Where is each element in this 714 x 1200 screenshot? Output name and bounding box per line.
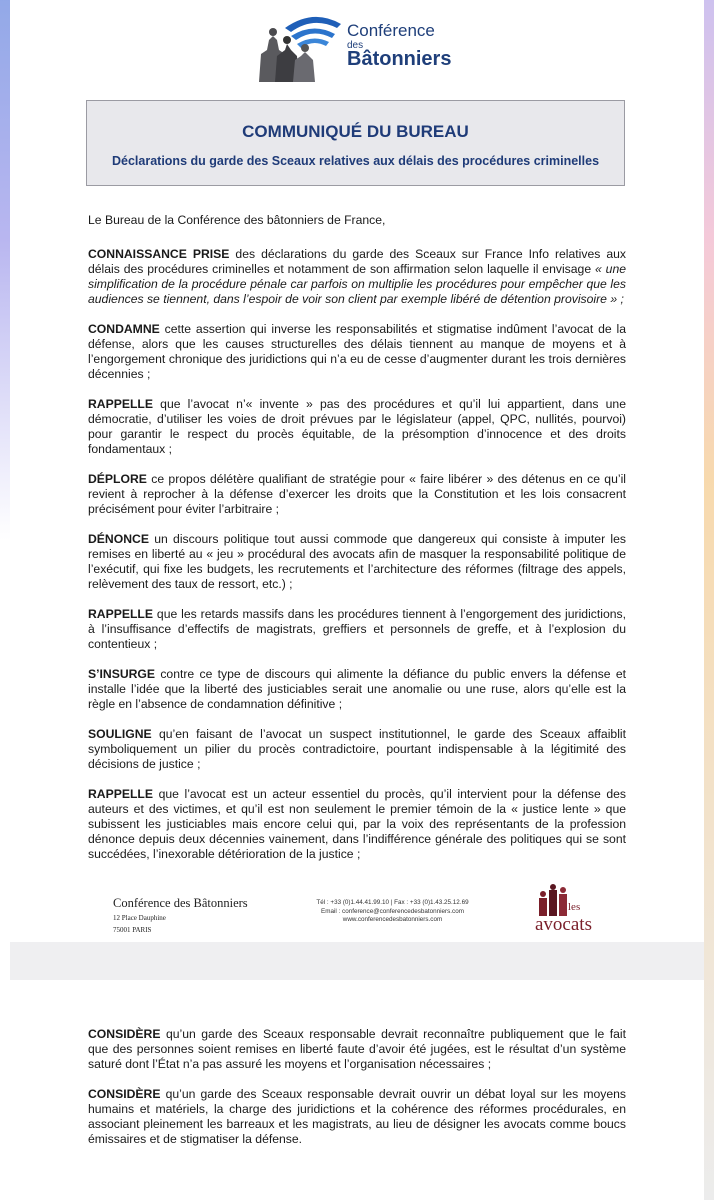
footer-email: Email : conference@conferencedesbatonniers.com (321, 907, 464, 915)
paragraph-considere-2 (88, 1087, 626, 1147)
footer-address-line-1: 12 Place Dauphine (113, 914, 166, 922)
logo-les: les (568, 901, 581, 913)
paragraph-deplore (88, 472, 626, 517)
logo-line-1: Conférence (347, 21, 435, 40)
document-page-2 (0, 980, 714, 1200)
page-2-body (88, 1027, 626, 1147)
footer-org-name: Conférence des Bâtonniers (113, 896, 248, 910)
footer-organization (113, 896, 248, 935)
document-subtitle: Déclarations du garde des Sceaux relatives aux délais des procédures criminelles (111, 154, 600, 168)
paragraph-keyword: S’INSURGE (88, 667, 156, 681)
paragraph-text: qu’un garde des Sceaux responsable devrait ouvrir un débat loyal sur les moyens humains et matériels, la charge des juridictions et la cohérence des réformes procédurales, en associant pleinement les barreaux et les magistrats, au lieu de désigner les avocats comme boucs émissaires et de stigmatiser la défense. (88, 1087, 626, 1146)
paragraph-rappelle-3 (88, 787, 626, 862)
paragraph-text: qu’en faisant de l’avocat un suspect institutionnel, le garde des Sceaux affaiblit symboliquement un pilier du procès contradictoire, pourtant indispensable à la légitimité des décisions de justice ; (88, 727, 626, 771)
paragraph-rappelle-2 (88, 607, 626, 652)
paragraph-condamne (88, 322, 626, 382)
logo-avocats: avocats (535, 914, 592, 935)
paragraph-keyword: CONSIDÈRE (88, 1027, 161, 1041)
document-title: COMMUNIQUÉ DU BUREAU (242, 122, 469, 141)
paragraph-text: cette assertion qui inverse les responsabilités et stigmatise indûment l’avocat de la défense, alors que les causes structurelles des délais tiennent au manque de moyens et à l’engorgement chronique des juridictions qui n’a eu de cesse d’augmenter durant les trois dernières décennies ; (88, 322, 626, 381)
footer-phone-fax: Tél : +33 (0)1.44.41.99.10 | Fax : +33 (0)1.43.25.12.69 (316, 899, 469, 906)
paragraph-text: que les retards massifs dans les procédures tiennent à l’engorgement des juridictions, à l’insuffisance d’effectifs de magistrats, greffiers et personnels de greffe, et à l’explosion du contentieux ; (88, 607, 626, 651)
footer-contact (285, 899, 500, 925)
footer-address-line-2: 75001 PARIS (113, 926, 152, 934)
avocats-emblem-icon (537, 884, 571, 916)
paragraph-keyword: CONNAISSANCE PRISE (88, 247, 230, 261)
batonniers-emblem-icon (255, 10, 347, 88)
paragraph-keyword: RAPPELLE (88, 787, 154, 801)
les-avocats-logo (533, 884, 603, 936)
paragraph-keyword: SOULIGNE (88, 727, 152, 741)
paragraph-keyword: DÉNONCE (88, 532, 149, 546)
document-body (88, 213, 626, 862)
paragraph-keyword: RAPPELLE (88, 397, 154, 411)
paragraph-connaissance (88, 247, 626, 307)
paragraph-considere-1 (88, 1027, 626, 1072)
paragraph-insurge (88, 667, 626, 712)
footer-website: www.conferencedesbatonniers.com (342, 916, 443, 923)
page-separator (10, 942, 704, 980)
paragraph-text: contre ce type de discours qui alimente la défiance du public envers la défense et installe l’idée que la liberté des justiciables serait une anomalie ou une ruse, alors qu’elle est la règle en l’absence de condamnation définitive ; (88, 667, 626, 711)
paragraph-text: ce propos délétère qualifiant de stratégie pour « faire libérer » des détenus en ce qu’il revient à reprocher à la défense d’exercer les droits que la Constitution et les lois consacrent précisément pour éviter l’arbitraire ; (88, 472, 626, 516)
title-box (86, 100, 625, 186)
paragraph-keyword: DÉPLORE (88, 472, 147, 486)
paragraph-denonce (88, 532, 626, 592)
paragraph-rappelle-1 (88, 397, 626, 457)
conference-logo (255, 10, 465, 88)
logo-wordmark (347, 22, 451, 69)
paragraph-keyword: CONDAMNE (88, 322, 160, 336)
logo-line-3: Bâtonniers (347, 48, 452, 70)
paragraph-keyword: CONSIDÈRE (88, 1087, 161, 1101)
paragraph-text: qu’un garde des Sceaux responsable devrait reconnaître publiquement que le fait que des personnes soient remises en liberté faute d’avoir été jugées, est le résultat d’un système saturé dont l’État n’a pas assuré les moyens et l’organisation nécessaires ; (88, 1027, 626, 1071)
logo-line-2: des (347, 40, 364, 51)
paragraph-text: que l’avocat n’« invente » pas des procédures et qu’il lui appartient, dans une démocratie, d’utiliser les voies de droit prévues par le législateur (appel, QPC, nullités, pourvoi) pour garantir le respect du procès équitable, de la présomption d’innocence et des droits fondamentaux ; (88, 397, 626, 456)
paragraph-text: des déclarations du garde des Sceaux sur France Info relatives aux délais des procédures criminelles et notamment de son affirmation selon laquelle il envisage (88, 247, 626, 276)
paragraph-text: un discours politique tout aussi commode que dangereux qui consiste à imputer les remises en liberté au « jeu » procédural des avocats afin de masquer la responsabilité politique de l’exécutif, qui fixe les budgets, les recrutements et l’architecture des réformes (filtrage des appels, relèvement des taux de ressort, etc.) ; (88, 532, 626, 591)
paragraph-keyword: RAPPELLE (88, 607, 154, 621)
paragraph-quote: « une simplification de la procédure pénale car parfois on multiplie les procédures pour empêcher que les audiences se tiennent, dans l’espoir de voir son client par exemple libéré de détention provisoire » ; (88, 262, 627, 306)
paragraph-souligne (88, 727, 626, 772)
intro-line: Le Bureau de la Conférence des bâtonniers de France, (88, 213, 386, 227)
paragraph-text: que l’avocat est un acteur essentiel du procès, qu’il intervient pour la défense des auteurs et des victimes, et qu’il est non seulement le premier témoin de la « justice lente » que subissent les justiciables mais encore celui qui, par la voix des représentants de la profession dénonce depuis deux décennies vainement, dans l’indifférence générale des politiques qui se sont succédées, l’inexorable détérioration de la justice ; (88, 787, 626, 861)
